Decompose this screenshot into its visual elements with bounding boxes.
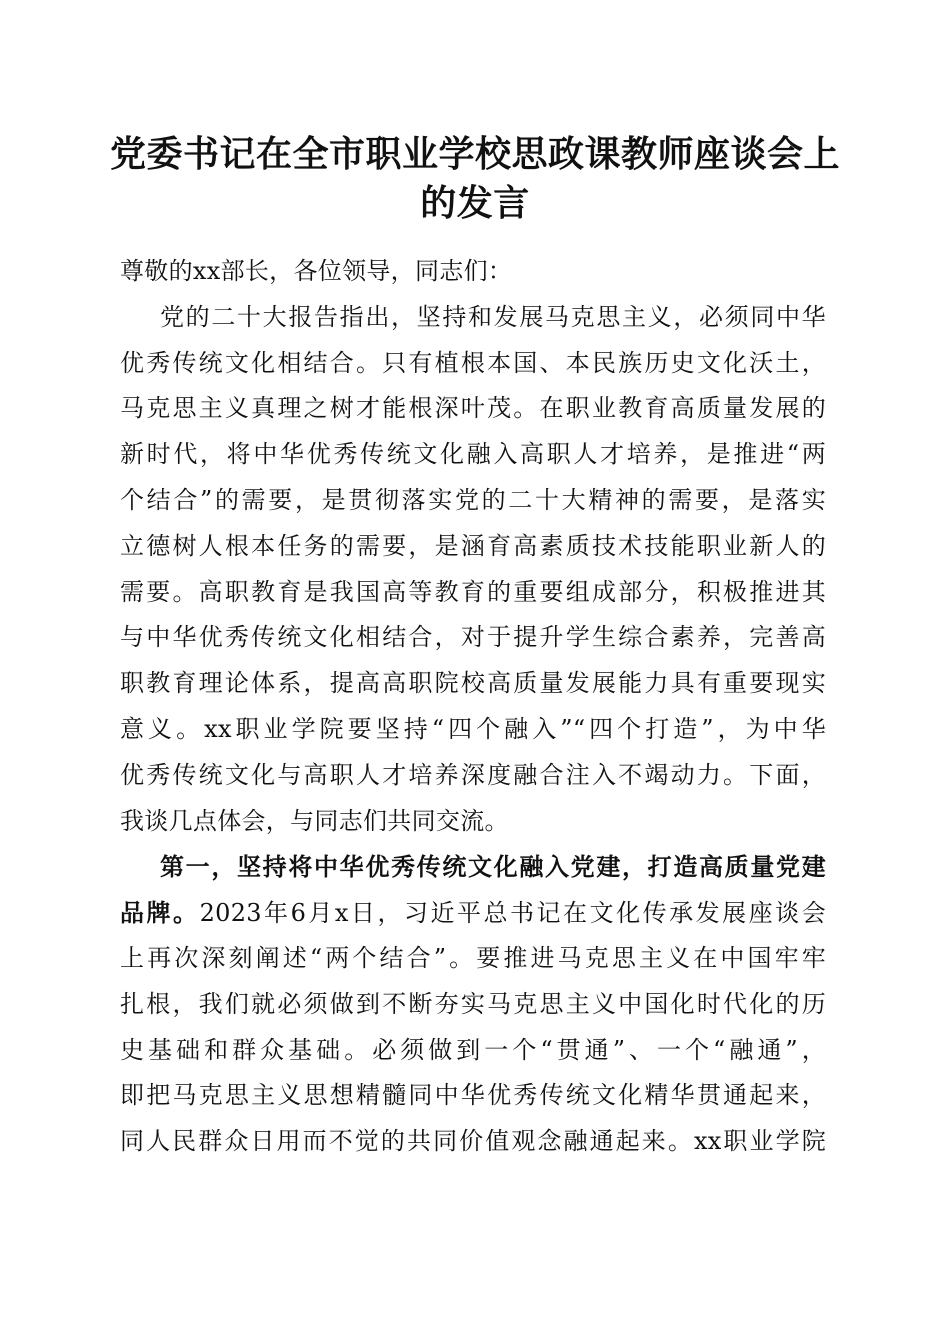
paragraph-2-line	[120, 890, 826, 936]
paragraph-1	[120, 295, 826, 845]
paragraph-2-heading-end: 品牌。	[120, 898, 200, 928]
paragraph-2-line: 同人民群众日用而不觉的共同价值观念融通起来。xx职业学院	[120, 1127, 826, 1156]
paragraph-2-heading-line: 第一，坚持将中华优秀传统文化融入党建，打造高质量党建	[160, 852, 826, 882]
paragraph-2-line: 史基础和群众基础。必须做到一个“贯通”、一个“融通”，	[120, 1035, 826, 1064]
paragraph-1-line: 个结合”的需要，是贯彻落实党的二十大精神的需要，是落实	[120, 485, 826, 514]
title-line-2: 的发言	[420, 182, 530, 224]
paragraph-1-line: 立德树人根本任务的需要，是涵育高素质技术技能职业新人的	[120, 531, 826, 560]
paragraph-1-line: 马克思主义真理之树才能根深叶茂。在职业教育高质量发展的	[120, 394, 826, 423]
title-line-1: 党委书记在全市职业学校思政课教师座谈会上	[109, 133, 840, 175]
salutation: 尊敬的xx部长，各位领导，同志们：	[120, 257, 513, 285]
paragraph-2-line: 上再次深刻阐述“两个结合”。要推进马克思主义在中国牢牢	[120, 943, 826, 972]
paragraph-1-line: 党的二十大报告指出，坚持和发展马克思主义，必须同中华	[160, 302, 826, 331]
paragraph-1-line: 与中华优秀传统文化相结合，对于提升学生综合素养，完善高	[120, 623, 826, 652]
paragraph-1-line: 优秀传统文化相结合。只有植根本国、本民族历史文化沃土，	[120, 348, 826, 377]
paragraph-1-line: 新时代，将中华优秀传统文化融入高职人才培养，是推进“两	[120, 440, 826, 469]
paragraph-2-line: 即把马克思主义思想精髓同中华优秀传统文化精华贯通起来，	[120, 1081, 826, 1110]
document-body	[120, 249, 826, 1165]
paragraph-1-line: 我谈几点体会，与同志们共同交流。	[120, 806, 509, 835]
document-title	[100, 130, 850, 228]
paragraph-1-line: 需要。高职教育是我国高等教育的重要组成部分，积极推进其	[120, 577, 826, 606]
paragraph-2	[120, 844, 826, 1165]
paragraph-1-line: 优秀传统文化与高职人才培养深度融合注入不竭动力。下面，	[120, 760, 826, 789]
paragraph-1-line: 职教育理论体系，提高高职院校高质量发展能力具有重要现实	[120, 669, 826, 698]
paragraph-2-line: 扎根，我们就必须做到不断夯实马克思主义中国化时代化的历	[120, 989, 826, 1018]
paragraph-2-line-text: 2023年6月x日，习近平总书记在文化传承发展座谈会	[199, 899, 827, 928]
paragraph-1-line: 意义。xx职业学院要坚持“四个融入”“四个打造”，为中华	[120, 714, 826, 743]
